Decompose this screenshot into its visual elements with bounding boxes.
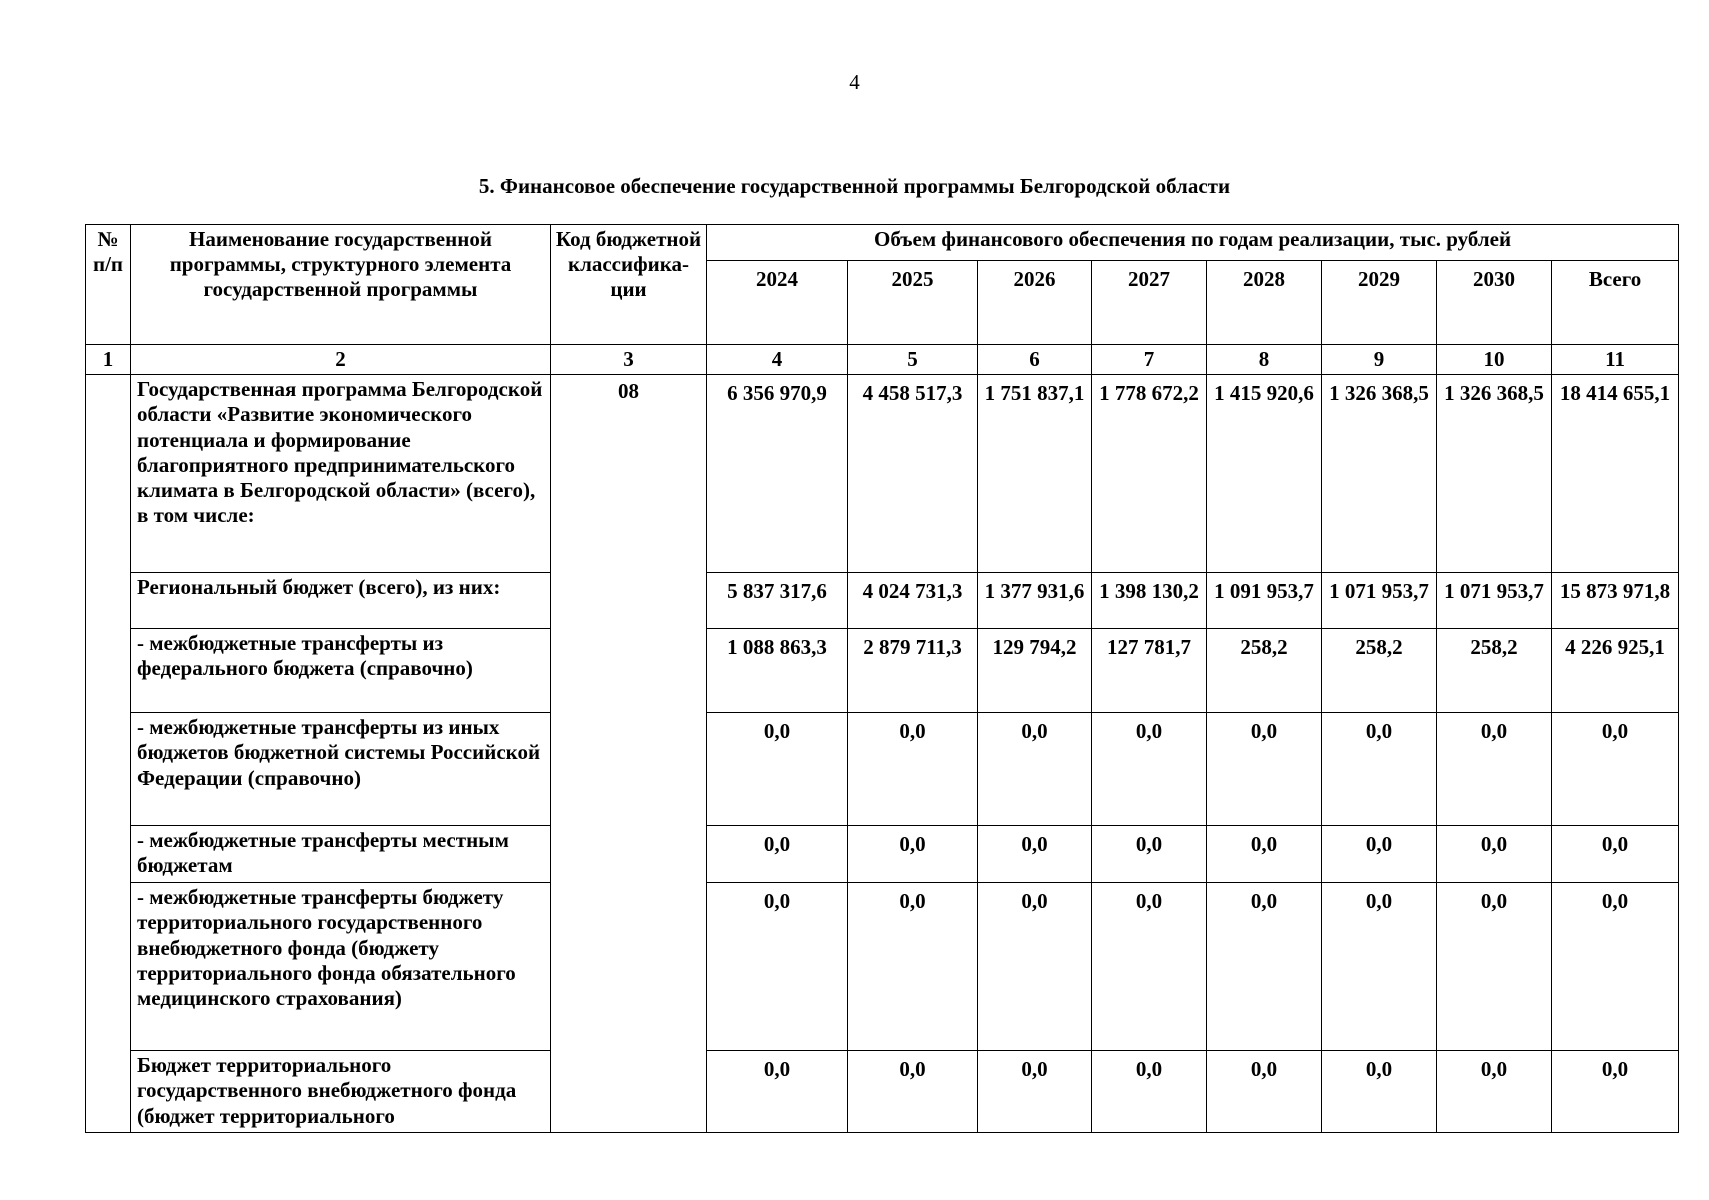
value-cell-total: 0,0 bbox=[1552, 1051, 1679, 1133]
value-cell: 0,0 bbox=[978, 826, 1092, 883]
value-cell: 0,0 bbox=[1322, 713, 1437, 826]
value-cell: 0,0 bbox=[1437, 713, 1552, 826]
table-row bbox=[86, 573, 1679, 629]
row-name: Государственная программа Белгородской области «Развитие экономического потенциала и формирование благоприятного предпринимательского климата в Белгородской области» (всего), в том числе: bbox=[131, 375, 551, 573]
row-name: - межбюджетные трансферты бюджету территориального государственного внебюджетного фонда (бюджету территориального фонда обязательного медицинского страхования) bbox=[131, 883, 551, 1051]
header-year: 2026 bbox=[978, 261, 1092, 345]
column-index: 3 bbox=[551, 345, 707, 375]
value-cell-total: 4 226 925,1 bbox=[1552, 629, 1679, 713]
value-cell: 0,0 bbox=[1322, 1051, 1437, 1133]
value-cell: 129 794,2 bbox=[978, 629, 1092, 713]
budget-code: 08 bbox=[551, 375, 707, 1133]
value-cell: 258,2 bbox=[1322, 629, 1437, 713]
value-cell: 0,0 bbox=[707, 713, 848, 826]
value-cell: 0,0 bbox=[1092, 883, 1207, 1051]
value-cell: 258,2 bbox=[1207, 629, 1322, 713]
value-cell: 1 751 837,1 bbox=[978, 375, 1092, 573]
table-row bbox=[86, 1051, 1679, 1133]
header-year: 2028 bbox=[1207, 261, 1322, 345]
value-cell: 4 458 517,3 bbox=[848, 375, 978, 573]
value-cell: 4 024 731,3 bbox=[848, 573, 978, 629]
value-cell: 127 781,7 bbox=[1092, 629, 1207, 713]
value-cell: 0,0 bbox=[978, 1051, 1092, 1133]
header-name: Наименование государственной программы, структурного элемента государственной программы bbox=[131, 225, 551, 345]
column-index: 9 bbox=[1322, 345, 1437, 375]
header-year: 2030 bbox=[1437, 261, 1552, 345]
column-index: 10 bbox=[1437, 345, 1552, 375]
value-cell: 1 071 953,7 bbox=[1437, 573, 1552, 629]
header-volume: Объем финансового обеспечения по годам реализации, тыс. рублей bbox=[707, 225, 1679, 261]
value-cell: 0,0 bbox=[707, 883, 848, 1051]
table-row bbox=[86, 713, 1679, 826]
financing-table bbox=[85, 224, 1679, 1133]
value-cell: 1 398 130,2 bbox=[1092, 573, 1207, 629]
row-name: - межбюджетные трансферты местным бюджетам bbox=[131, 826, 551, 883]
value-cell: 0,0 bbox=[848, 883, 978, 1051]
column-index: 4 bbox=[707, 345, 848, 375]
header-year: 2025 bbox=[848, 261, 978, 345]
table-row bbox=[86, 826, 1679, 883]
value-cell: 0,0 bbox=[1322, 826, 1437, 883]
page-number: 4 bbox=[849, 70, 860, 94]
value-cell-total: 18 414 655,1 bbox=[1552, 375, 1679, 573]
table-row bbox=[86, 883, 1679, 1051]
header-total: Всего bbox=[1552, 261, 1679, 345]
row-name: - межбюджетные трансферты из федерального бюджета (справочно) bbox=[131, 629, 551, 713]
value-cell: 2 879 711,3 bbox=[848, 629, 978, 713]
value-cell: 0,0 bbox=[1207, 713, 1322, 826]
column-index: 5 bbox=[848, 345, 978, 375]
header-year: 2027 bbox=[1092, 261, 1207, 345]
value-cell: 0,0 bbox=[978, 883, 1092, 1051]
value-cell-total: 0,0 bbox=[1552, 883, 1679, 1051]
value-cell: 0,0 bbox=[1207, 1051, 1322, 1133]
header-year: 2024 bbox=[707, 261, 848, 345]
row-number-cell bbox=[86, 375, 131, 1133]
value-cell: 0,0 bbox=[1437, 1051, 1552, 1133]
value-cell: 0,0 bbox=[1207, 883, 1322, 1051]
value-cell: 1 778 672,2 bbox=[1092, 375, 1207, 573]
value-cell: 0,0 bbox=[1207, 826, 1322, 883]
value-cell: 0,0 bbox=[707, 826, 848, 883]
column-index: 2 bbox=[131, 345, 551, 375]
header-code: Код бюджетной классифика-ции bbox=[551, 225, 707, 345]
column-index-row bbox=[86, 345, 1679, 375]
value-cell-total: 15 873 971,8 bbox=[1552, 573, 1679, 629]
value-cell: 1 071 953,7 bbox=[1322, 573, 1437, 629]
value-cell: 1 088 863,3 bbox=[707, 629, 848, 713]
row-name: Региональный бюджет (всего), из них: bbox=[131, 573, 551, 629]
value-cell: 6 356 970,9 bbox=[707, 375, 848, 573]
value-cell: 0,0 bbox=[707, 1051, 848, 1133]
row-name: Бюджет территориального государственного внебюджетного фонда (бюджет территориального bbox=[131, 1051, 551, 1133]
value-cell: 0,0 bbox=[978, 713, 1092, 826]
table-row bbox=[86, 375, 1679, 573]
value-cell: 0,0 bbox=[1437, 883, 1552, 1051]
header-year: 2029 bbox=[1322, 261, 1437, 345]
value-cell: 0,0 bbox=[1437, 826, 1552, 883]
column-index: 11 bbox=[1552, 345, 1679, 375]
value-cell: 0,0 bbox=[1092, 826, 1207, 883]
table-row bbox=[86, 629, 1679, 713]
value-cell: 258,2 bbox=[1437, 629, 1552, 713]
value-cell-total: 0,0 bbox=[1552, 713, 1679, 826]
value-cell: 0,0 bbox=[848, 713, 978, 826]
value-cell: 0,0 bbox=[1092, 1051, 1207, 1133]
value-cell: 1 377 931,6 bbox=[978, 573, 1092, 629]
value-cell: 1 326 368,5 bbox=[1322, 375, 1437, 573]
value-cell: 1 091 953,7 bbox=[1207, 573, 1322, 629]
value-cell: 0,0 bbox=[848, 826, 978, 883]
value-cell: 0,0 bbox=[848, 1051, 978, 1133]
column-index: 6 bbox=[978, 345, 1092, 375]
column-index: 7 bbox=[1092, 345, 1207, 375]
value-cell: 0,0 bbox=[1322, 883, 1437, 1051]
value-cell: 0,0 bbox=[1092, 713, 1207, 826]
value-cell: 5 837 317,6 bbox=[707, 573, 848, 629]
row-name: - межбюджетные трансферты из иных бюджетов бюджетной системы Российской Федерации (справочно) bbox=[131, 713, 551, 826]
value-cell: 1 415 920,6 bbox=[1207, 375, 1322, 573]
header-num: № п/п bbox=[86, 225, 131, 345]
column-index: 1 bbox=[86, 345, 131, 375]
column-index: 8 bbox=[1207, 345, 1322, 375]
value-cell-total: 0,0 bbox=[1552, 826, 1679, 883]
value-cell: 1 326 368,5 bbox=[1437, 375, 1552, 573]
document-title: 5. Финансовое обеспечение государственной программы Белгородской области bbox=[478, 174, 1231, 198]
